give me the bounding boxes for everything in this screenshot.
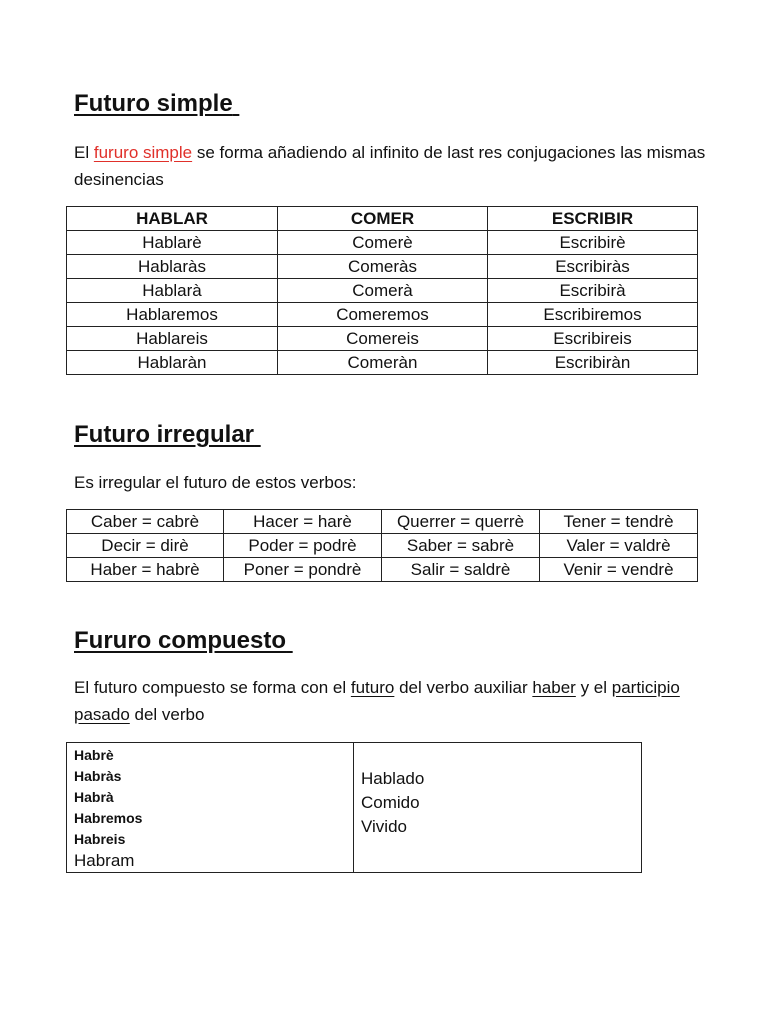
table-row xyxy=(67,510,698,534)
intro-futuro-compuesto: El futuro compuesto se forma con el futuro del verbo auxiliar haber y el participio pasado del verbo xyxy=(74,678,680,724)
heading-futuro-irregular: Futuro irregular xyxy=(74,421,255,448)
participle: Hablado xyxy=(361,769,425,788)
auxiliary-cell xyxy=(67,743,354,873)
table-cell: Hablaràn xyxy=(67,351,278,375)
table-cell: Escribiràs xyxy=(488,255,698,279)
heading-fururo-compuesto: Fururo compuesto xyxy=(74,627,287,654)
table-cell: Escribireis xyxy=(488,327,698,351)
table-futuro-compuesto xyxy=(66,742,642,873)
auxiliary-form: Habram xyxy=(74,851,135,870)
table-row xyxy=(67,231,698,255)
table-cell: Escribirà xyxy=(488,279,698,303)
table-cell: Caber = cabrè xyxy=(67,510,224,534)
heading-futuro-simple: Futuro simple xyxy=(74,90,233,117)
term-haber: haber xyxy=(532,678,576,697)
table-row xyxy=(67,534,698,558)
table-row xyxy=(67,303,698,327)
table-cell: Saber = sabrè xyxy=(382,534,540,558)
table-cell: Escribiràn xyxy=(488,351,698,375)
table-cell: Comeràn xyxy=(278,351,488,375)
auxiliary-form: Habrè xyxy=(74,747,114,763)
table-row xyxy=(67,558,698,582)
intro-futuro-simple: El fururo simple se forma añadiendo al infinito de last res conjugaciones las mismas desinencias xyxy=(74,143,706,189)
table-row xyxy=(67,743,642,873)
table-cell: Escribirè xyxy=(488,231,698,255)
table-futuro-irregular xyxy=(66,509,698,582)
intro-futuro-irregular: Es irregular el futuro de estos verbos: xyxy=(74,473,357,492)
participle-cell xyxy=(354,743,642,873)
table-cell: Haber = habrè xyxy=(67,558,224,582)
auxiliary-form: Habreis xyxy=(74,831,126,847)
table-cell: Poner = pondrè xyxy=(224,558,382,582)
column-header: HABLAR xyxy=(67,207,278,231)
table-cell: Hablareis xyxy=(67,327,278,351)
table-row xyxy=(67,279,698,303)
participle: Comido xyxy=(361,793,420,812)
column-header: ESCRIBIR xyxy=(488,207,698,231)
auxiliary-form: Habràs xyxy=(74,768,122,784)
table-cell: Comerà xyxy=(278,279,488,303)
table-cell: Escribiremos xyxy=(488,303,698,327)
term-participio-pasado: participio pasado xyxy=(74,678,680,724)
table-cell: Comerè xyxy=(278,231,488,255)
table-row xyxy=(67,327,698,351)
table-cell: Poder = podrè xyxy=(224,534,382,558)
participle: Vivido xyxy=(361,817,407,836)
highlight-term: fururo simple xyxy=(93,143,193,162)
table-cell: Hacer = harè xyxy=(224,510,382,534)
table-cell: Decir = dirè xyxy=(67,534,224,558)
table-cell: Hablaràs xyxy=(67,255,278,279)
table-row xyxy=(67,351,698,375)
table-cell: Valer = valdrè xyxy=(540,534,698,558)
column-header: COMER xyxy=(278,207,488,231)
table-cell: Comeràs xyxy=(278,255,488,279)
table-cell: Hablaremos xyxy=(67,303,278,327)
auxiliary-form: Habrà xyxy=(74,789,114,805)
table-cell: Venir = vendrè xyxy=(540,558,698,582)
table-cell: Salir = saldrè xyxy=(382,558,540,582)
table-row xyxy=(67,255,698,279)
table-cell: Tener = tendrè xyxy=(540,510,698,534)
table-cell: Comereis xyxy=(278,327,488,351)
term-futuro: futuro xyxy=(350,678,395,697)
table-cell: Querrer = querrè xyxy=(382,510,540,534)
table-cell: Hablarà xyxy=(67,279,278,303)
table-futuro-simple xyxy=(66,206,698,375)
auxiliary-form: Habremos xyxy=(74,810,143,826)
table-cell: Hablarè xyxy=(67,231,278,255)
table-cell: Comeremos xyxy=(278,303,488,327)
